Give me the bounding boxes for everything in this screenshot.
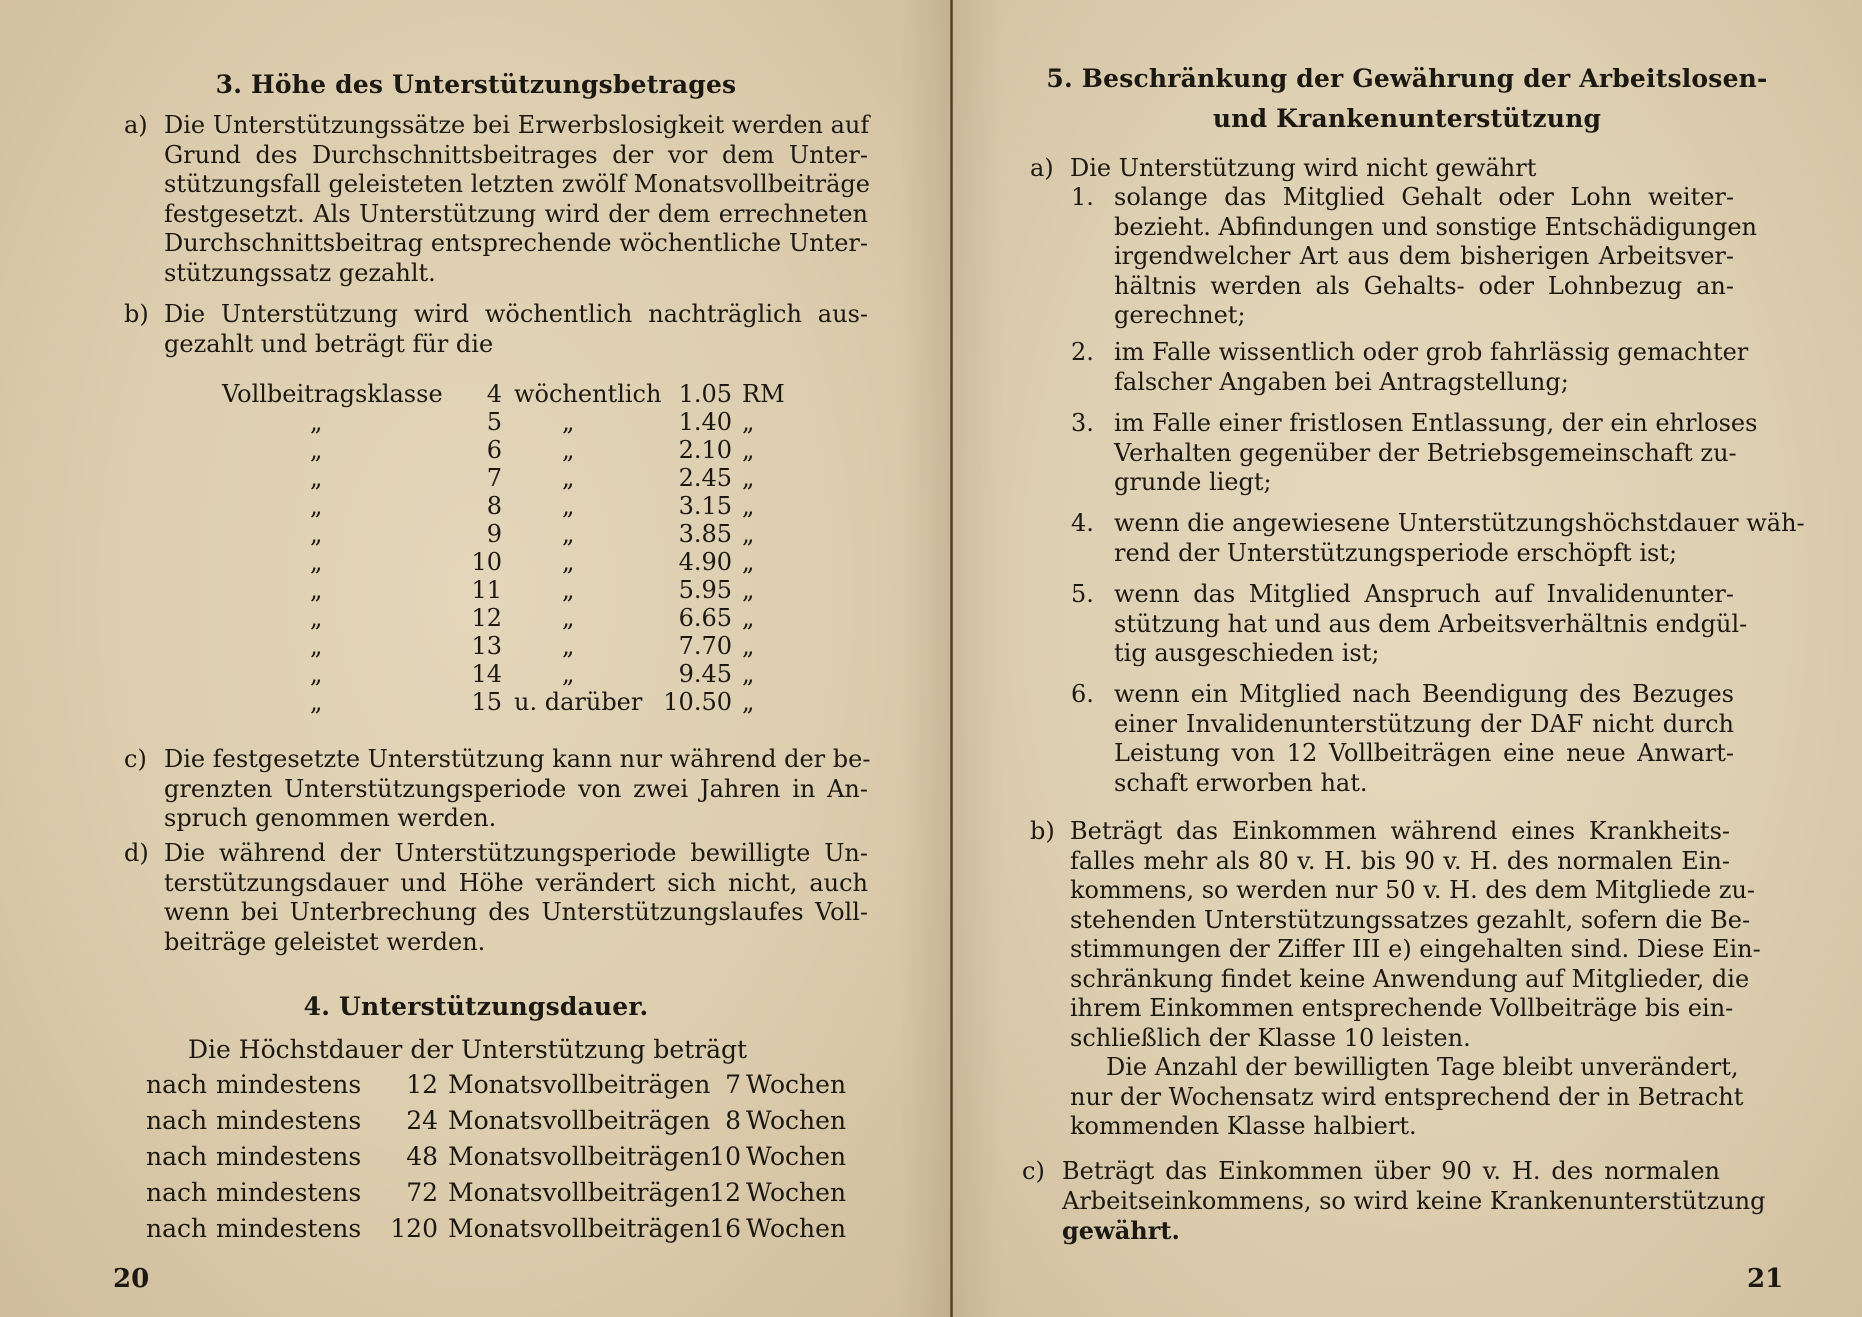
rate-currency: „ [742,464,755,492]
duration-weeks: 7 [725,1070,741,1099]
rate-currency: „ [742,688,755,716]
section-3-paragraph-a [124,111,870,288]
rate-frequency: „ [562,576,575,604]
rate-label: „ [310,408,323,436]
paragraph-label: b) [1030,817,1055,845]
rate-amount: 3.85 [678,520,732,548]
rate-amount: 3.15 [678,492,732,520]
section-5-paragraph-b-note [1070,1053,1744,1142]
section-3-paragraph-b [124,300,868,359]
list-item-1 [1071,183,1757,331]
duration-prefix: nach [146,1070,208,1099]
gutter-shadow-right [953,0,1003,1317]
section-5-paragraph-a-intro [1030,154,1537,184]
text-line: Verhalten gegenüber der Betriebsgemeinschaft zu- [1114,438,1737,467]
text-line: rend der Unterstützungsperiode erschöpft ist; [1114,538,1678,567]
rate-label: „ [310,520,323,548]
duration-unit: Monatsvollbeiträgen [448,1178,711,1207]
text-line: Die während der Unterstützungsperiode bewilligte Un- [164,839,868,867]
rate-amount: 4.90 [678,548,732,576]
duration-qualifier: mindestens [216,1106,362,1135]
page-number-right: 21 [1747,1264,1784,1294]
list-item-3 [1071,409,1758,498]
text-line: kommens, so werden nur 50 v. H. des dem Mitgliede zu- [1070,876,1756,904]
text-line: solange das Mitglied Gehalt oder Lohn weiter- [1114,183,1734,211]
section-3-paragraph-d [124,839,868,957]
rate-currency: „ [742,576,755,604]
rate-frequency: „ [562,492,575,520]
duration-qualifier: mindestens [216,1142,362,1171]
text-line: Beträgt das Einkommen während eines Krankheits- [1070,817,1730,845]
duration-unit: Monatsvollbeiträgen [448,1142,711,1171]
text-line: falles mehr als 80 v. H. bis 90 v. H. des normalen Ein- [1070,846,1730,875]
section-3-paragraph-c [124,745,871,834]
text-line: tig ausgeschieden ist; [1114,639,1380,667]
rate-frequency: wöchentlich [514,380,662,408]
section-5-heading-line-1: 5. Beschränkung der Gewährung der Arbeitslosen- [1046,64,1768,93]
duration-prefix: nach [146,1106,208,1135]
rate-currency: „ [742,548,755,576]
duration-months: 12 [406,1070,438,1099]
duration-unit: Monatsvollbeiträgen [448,1214,711,1243]
text-line: Arbeitseinkommens, so wird keine Krankenunterstützung [1062,1186,1766,1215]
rate-currency: „ [742,604,755,632]
rate-frequency: „ [562,436,575,464]
text-line: wenn bei Unterbrechung des Unterstützungslaufes Voll- [164,898,868,926]
text-line: bezieht. Abfindungen und sonstige Entschädigungen [1114,212,1757,241]
paragraph-label: a) [124,111,148,139]
rate-amount: 9.45 [678,660,732,688]
paragraph-label: c) [124,745,147,773]
text-line: ihrem Einkommen entsprechende Vollbeiträge bis ein- [1070,994,1734,1022]
duration-prefix: nach [146,1142,208,1171]
rate-frequency: „ [562,660,575,688]
text-line: schränkung findet keine Anwendung auf Mitglieder, die [1070,964,1750,993]
duration-prefix: nach [146,1214,208,1243]
text-line: wenn ein Mitglied nach Beendigung des Bezuges [1114,680,1734,708]
text-line: Die Unterstützung wird wöchentlich nachträglich aus- [164,300,868,328]
text-line: wenn das Mitglied Anspruch auf Invalidenunter- [1114,580,1734,608]
section-5-paragraph-c [1022,1157,1766,1246]
duration-weeks: 8 [725,1106,741,1135]
duration-weeks-unit: Wochen [746,1106,847,1135]
rate-amount: 2.45 [678,464,732,492]
duration-qualifier: mindestens [216,1178,362,1207]
list-number: 1. [1071,183,1094,211]
rate-amount: 5.95 [678,576,732,604]
rate-class: 14 [471,660,502,688]
rate-label: „ [310,436,323,464]
duration-months: 48 [406,1142,438,1171]
text-line: im Falle einer fristlosen Entlassung, der ein ehrloses [1114,409,1758,437]
rate-class: 8 [486,492,502,520]
list-number: 4. [1071,509,1094,537]
text-line: wenn die angewiesene Unterstützungshöchstdauer wäh- [1114,509,1805,537]
rate-amount: 1.40 [678,408,732,436]
rate-frequency: u. darüber [514,688,643,716]
paragraph-label: a) [1030,154,1054,182]
text-line: Beträgt das Einkommen über 90 v. H. des normalen [1062,1157,1720,1185]
rate-amount: 1.05 [678,380,732,408]
page-number-left: 20 [113,1264,150,1294]
duration-weeks: 10 [709,1142,741,1171]
rate-amount: 10.50 [663,688,732,716]
duration-months: 120 [390,1214,438,1243]
list-item-2 [1071,338,1749,397]
rate-class: 5 [486,408,502,436]
text-line: Die festgesetzte Unterstützung kann nur während der be- [164,745,871,773]
paragraph-label: d) [124,839,149,867]
rate-currency: „ [742,408,755,436]
gutter-shadow-left [900,0,950,1317]
duration-weeks-unit: Wochen [746,1142,847,1171]
paragraph-label: c) [1022,1157,1045,1185]
list-number: 2. [1071,338,1094,366]
rate-label: „ [310,604,323,632]
rate-class: 4 [486,380,502,408]
rate-currency: RM [742,380,785,408]
rate-frequency: „ [562,604,575,632]
text-line: grunde liegt; [1114,468,1272,496]
rate-amount: 7.70 [678,632,732,660]
text-line: irgendwelcher Art aus dem bisherigen Arbeitsver- [1114,242,1734,270]
rate-label: „ [310,576,323,604]
rate-class: 9 [486,520,502,548]
text-line: schaft erworben hat. [1114,768,1368,797]
rate-currency: „ [742,632,755,660]
duration-qualifier: mindestens [216,1070,362,1099]
book-gutter [950,0,953,1317]
text-line: einer Invalidenunterstützung der DAF nicht durch [1114,709,1734,738]
list-item-4 [1071,509,1805,568]
text-line: terstützungsdauer und Höhe verändert sich nicht, auch [164,868,868,897]
duration-weeks: 12 [709,1178,741,1207]
list-item-6 [1071,680,1734,798]
rate-currency: „ [742,660,755,688]
list-number: 3. [1071,409,1094,437]
rate-frequency: „ [562,408,575,436]
text-line: stützungssatz gezahlt. [164,258,436,287]
text-line: festgesetzt. Als Unterstützung wird der dem errechneten [164,199,868,228]
rate-label: „ [310,660,323,688]
text-line: hältnis werden als Gehalts- oder Lohnbezug an- [1114,271,1734,300]
text-line: Grund des Durchschnittsbeitrages der vor dem Unter- [164,140,868,169]
section-5-heading-line-2: und Krankenunterstützung [1212,104,1602,133]
rate-label: „ [310,632,323,660]
rate-currency: „ [742,520,755,548]
section-4-intro: Die Höchstdauer der Unterstützung beträgt [188,1035,748,1064]
duration-months: 72 [406,1178,438,1207]
rate-frequency: „ [562,548,575,576]
text-line: gerechnet; [1114,301,1246,329]
duration-weeks-unit: Wochen [746,1070,847,1099]
text-line: Leistung von 12 Vollbeiträgen eine neue Anwart- [1114,739,1734,767]
rate-class: 12 [471,604,502,632]
text-line: kommenden Klasse halbiert. [1070,1112,1417,1140]
section-3-heading: 3. Höhe des Unterstützungsbetrages [215,70,737,99]
list-number: 5. [1071,580,1094,608]
rate-frequency: „ [562,464,575,492]
rate-frequency: „ [562,632,575,660]
text-line: stützung hat und aus dem Arbeitsverhältnis endgül- [1114,609,1748,638]
text-line: Die Anzahl der bewilligten Tage bleibt unverändert, [1106,1053,1739,1081]
duration-unit: Monatsvollbeiträgen [448,1070,711,1099]
text-line: Durchschnittsbeitrag entsprechende wöchentliche Unter- [164,229,868,257]
duration-qualifier: mindestens [216,1214,362,1243]
text-line: grenzten Unterstützungsperiode von zwei Jahren in An- [164,774,868,803]
text-line: Die Unterstützung wird nicht gewährt [1070,154,1537,182]
text-line: gewährt. [1062,1216,1180,1245]
rate-currency: „ [742,436,755,464]
right-page [952,0,1862,1317]
rate-label: Vollbeitragsklasse [222,380,443,408]
text-line: nur der Wochensatz wird entsprechend der in Betracht [1070,1082,1744,1111]
text-line: stimmungen der Ziffer III e) eingehalten sind. Diese Ein- [1070,935,1761,963]
text-line: spruch genommen werden. [164,804,497,832]
rate-label: „ [310,548,323,576]
text-line: schließlich der Klasse 10 leisten. [1070,1023,1471,1052]
section-4-heading: 4. Unterstützungsdauer. [303,992,649,1021]
rate-amount: 2.10 [678,436,732,464]
rate-label: „ [310,688,323,716]
paragraph-label: b) [124,300,149,328]
list-number: 6. [1071,680,1094,708]
rate-class: 7 [486,464,502,492]
rate-class: 15 [471,688,502,716]
rate-amount: 6.65 [678,604,732,632]
list-item-5 [1071,580,1748,669]
rate-class: 13 [471,632,502,660]
text-line: stützungsfall geleisteten letzten zwölf Monatsvollbeiträge [164,170,870,198]
rate-class: 10 [471,548,502,576]
rate-frequency: „ [562,520,575,548]
duration-weeks: 16 [709,1214,741,1243]
rate-currency: „ [742,492,755,520]
text-line: gezahlt und beträgt für die [164,329,494,358]
duration-prefix: nach [146,1178,208,1207]
text-line: falscher Angaben bei Antragstellung; [1114,367,1569,396]
text-line: stehenden Unterstützungssatzes gezahlt, sofern die Be- [1070,905,1751,934]
text-line: Die Unterstützungssätze bei Erwerbslosigkeit werden auf [164,111,870,139]
text-line: beiträge geleistet werden. [164,927,486,956]
rate-label: „ [310,492,323,520]
section-5-paragraph-b [1030,817,1761,1053]
rate-class: 6 [486,436,502,464]
duration-weeks-unit: Wochen [746,1178,847,1207]
rate-label: „ [310,464,323,492]
duration-weeks-unit: Wochen [746,1214,847,1243]
rate-class: 11 [471,576,502,604]
duration-months: 24 [406,1106,438,1135]
text-line: im Falle wissentlich oder grob fahrlässig gemachter [1114,338,1749,366]
duration-unit: Monatsvollbeiträgen [448,1106,711,1135]
